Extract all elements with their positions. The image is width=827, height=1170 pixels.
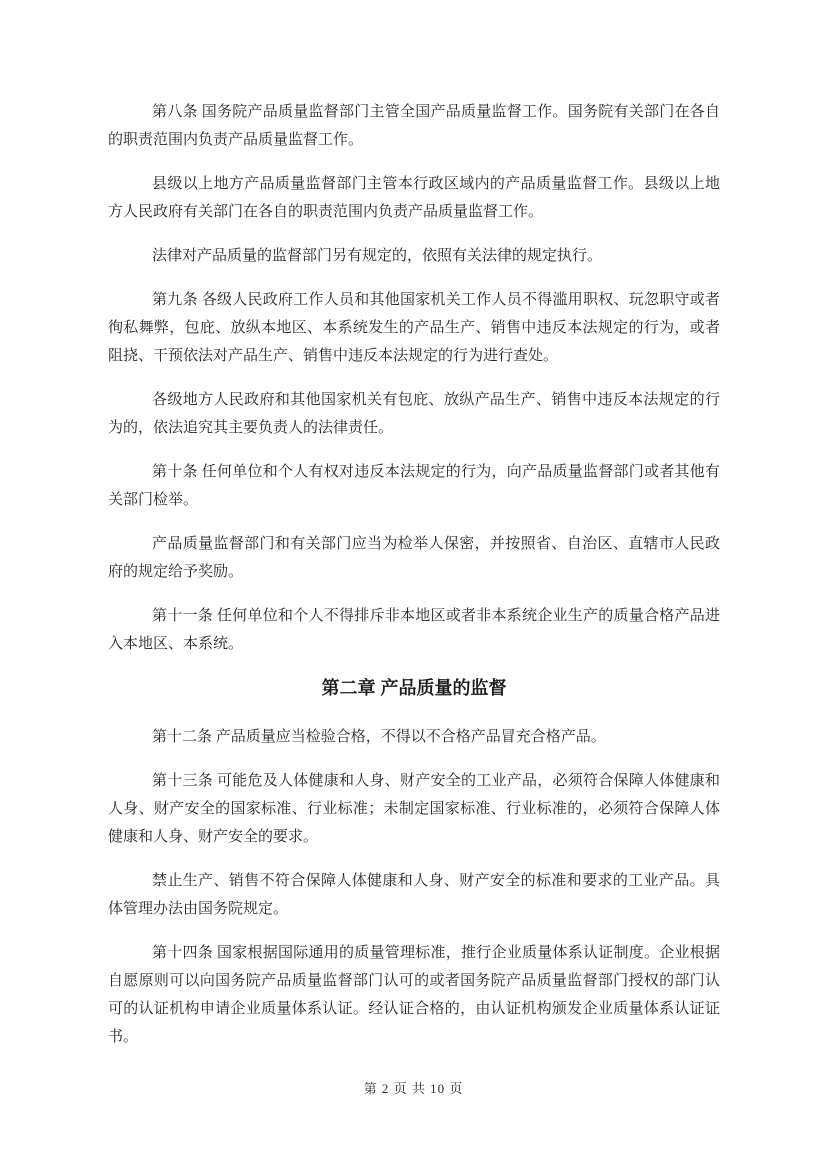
paragraph: 产品质量监督部门和有关部门应当为检举人保密，并按照省、自治区、直辖市人民政府的规定给予奖励。 bbox=[108, 536, 720, 580]
chapter-heading: 第二章 产品质量的监督 bbox=[321, 678, 507, 698]
paragraph: 第十一条 任何单位和个人不得排斥非本地区或者非本系统企业生产的质量合格产品进入本地区、本系统。 bbox=[108, 608, 720, 652]
page-number-footer: 第 2 页 共 10 页 bbox=[363, 1081, 464, 1096]
paragraph: 第十三条 可能危及人体健康和人身、财产安全的工业产品，必须符合保障人体健康和人身、财产安全的国家标准、行业标准；未制定国家标准、行业标准的，必须符合保障人体健康和人身、财产安全的要求。 bbox=[108, 773, 720, 845]
paragraph: 第八条 国务院产品质量监督部门主管全国产品质量监督工作。国务院有关部门在各自的职责范围内负责产品质量监督工作。 bbox=[108, 104, 720, 148]
paragraph: 第九条 各级人民政府工作人员和其他国家机关工作人员不得滥用职权、玩忽职守或者徇私舞弊，包庇、放纵本地区、本系统发生的产品生产、销售中违反本法规定的行为，或者阻挠、干预依法对产品生产、销售中违反本法规定的行为进行查处。 bbox=[108, 292, 720, 364]
paragraph: 县级以上地方产品质量监督部门主管本行政区域内的产品质量监督工作。县级以上地方人民政府有关部门在各自的职责范围内负责产品质量监督工作。 bbox=[108, 176, 720, 220]
document-body bbox=[108, 98, 720, 1067]
paragraph: 第十四条 国家根据国际通用的质量管理标准，推行企业质量体系认证制度。企业根据自愿原则可以向国务院产品质量监督部门认可的或者国务院产品质量监督部门授权的部门认可的认证机构申请企业质量体系认证。经认证合格的，由认证机构颁发企业质量体系认证证书。 bbox=[108, 945, 720, 1045]
paragraph: 各级地方人民政府和其他国家机关有包庇、放纵产品生产、销售中违反本法规定的行为的，依法追究其主要负责人的法律责任。 bbox=[108, 392, 720, 436]
paragraph: 法律对产品质量的监督部门另有规定的，依照有关法律的规定执行。 bbox=[152, 248, 603, 264]
paragraph: 第十条 任何单位和个人有权对违反本法规定的行为，向产品质量监督部门或者其他有关部门检举。 bbox=[108, 464, 720, 508]
paragraph: 第十二条 产品质量应当检验合格，不得以不合格产品冒充合格产品。 bbox=[152, 729, 606, 745]
paragraph: 禁止生产、销售不符合保障人体健康和人身、财产安全的标准和要求的工业产品。具体管理办法由国务院规定。 bbox=[108, 873, 720, 917]
